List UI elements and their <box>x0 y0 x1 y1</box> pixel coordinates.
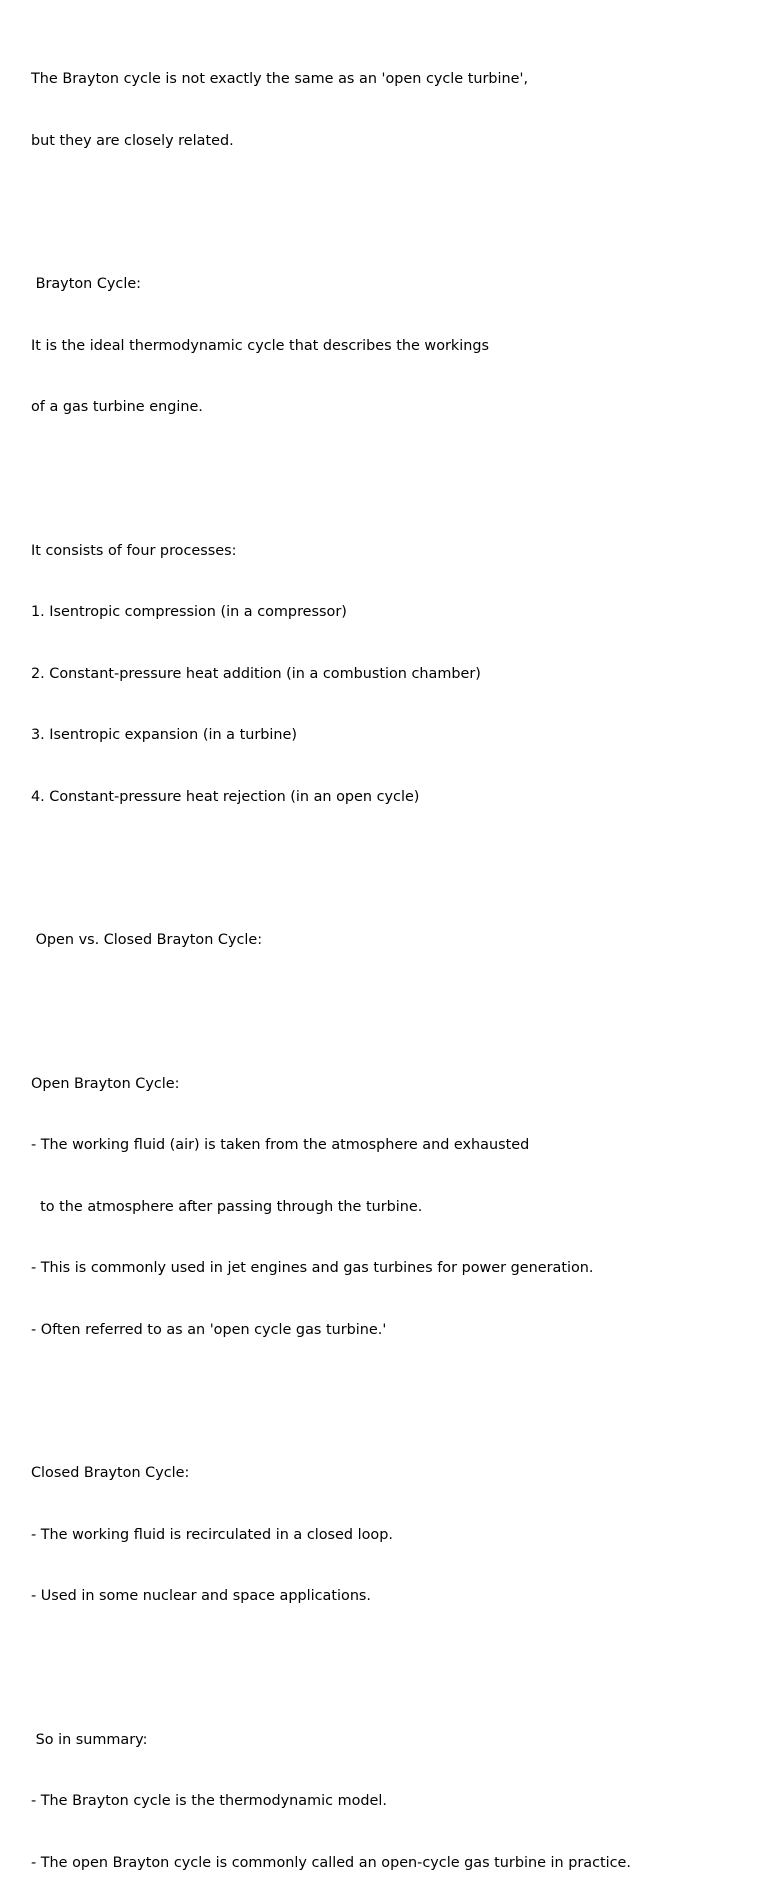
summary-heading-text: So in summary: <box>31 1731 148 1748</box>
brayton-line-1: It is the ideal thermodynamic cycle that describes the workings <box>31 337 489 354</box>
open-cycle-line-3: - This is commonly used in jet engines and gas turbines for power generation. <box>31 1260 594 1276</box>
summary-line-1: - The Brayton cycle is the thermodynamic model. <box>31 1793 387 1809</box>
document-body <box>31 28 751 1894</box>
blank-line <box>31 1381 751 1402</box>
open-closed-heading-text: Open vs. Closed Brayton Cycle: <box>31 932 263 948</box>
process-item-4: 4. Constant-pressure heat rejection (in an open cycle) <box>31 788 420 805</box>
closed-cycle-line-1: - The working fluid is recirculated in a closed loop. <box>31 1526 393 1543</box>
process-item-1: 1. Isentropic compression (in a compressor) <box>31 604 347 620</box>
open-cycle-line-2: to the atmosphere after passing through the turbine. <box>31 1198 423 1215</box>
open-cycle-line-1: - The working fluid (air) is taken from the atmosphere and exhausted <box>31 1137 530 1153</box>
brayton-heading <box>31 274 751 295</box>
blank-line <box>31 1648 751 1669</box>
intro-line-2: but they are closely related. <box>31 132 234 149</box>
summary-line-2: - The open Brayton cycle is commonly called an open-cycle gas turbine in practice. <box>31 1854 631 1871</box>
open-cycle-line-4: - Often referred to as an 'open cycle gas turbine.' <box>31 1321 387 1338</box>
process-item-2: 2. Constant-pressure heat addition (in a combustion chamber) <box>31 665 481 682</box>
brayton-line-2: of a gas turbine engine. <box>31 399 203 415</box>
blank-line <box>31 459 751 480</box>
processes-intro: It consists of four processes: <box>31 542 237 559</box>
open-cycle-heading: Open Brayton Cycle: <box>31 1075 180 1092</box>
brayton-heading-text: Brayton Cycle: <box>31 276 142 292</box>
closed-cycle-heading: Closed Brayton Cycle: <box>31 1465 190 1481</box>
summary-heading <box>31 1730 751 1751</box>
open-closed-heading <box>31 930 751 951</box>
blank-line <box>31 848 751 869</box>
blank-line <box>31 192 751 213</box>
process-item-3: 3. Isentropic expansion (in a turbine) <box>31 727 297 743</box>
blank-line <box>31 992 751 1013</box>
intro-line-1: The Brayton cycle is not exactly the same as an 'open cycle turbine', <box>31 71 529 87</box>
closed-cycle-line-2: - Used in some nuclear and space applications. <box>31 1588 372 1604</box>
